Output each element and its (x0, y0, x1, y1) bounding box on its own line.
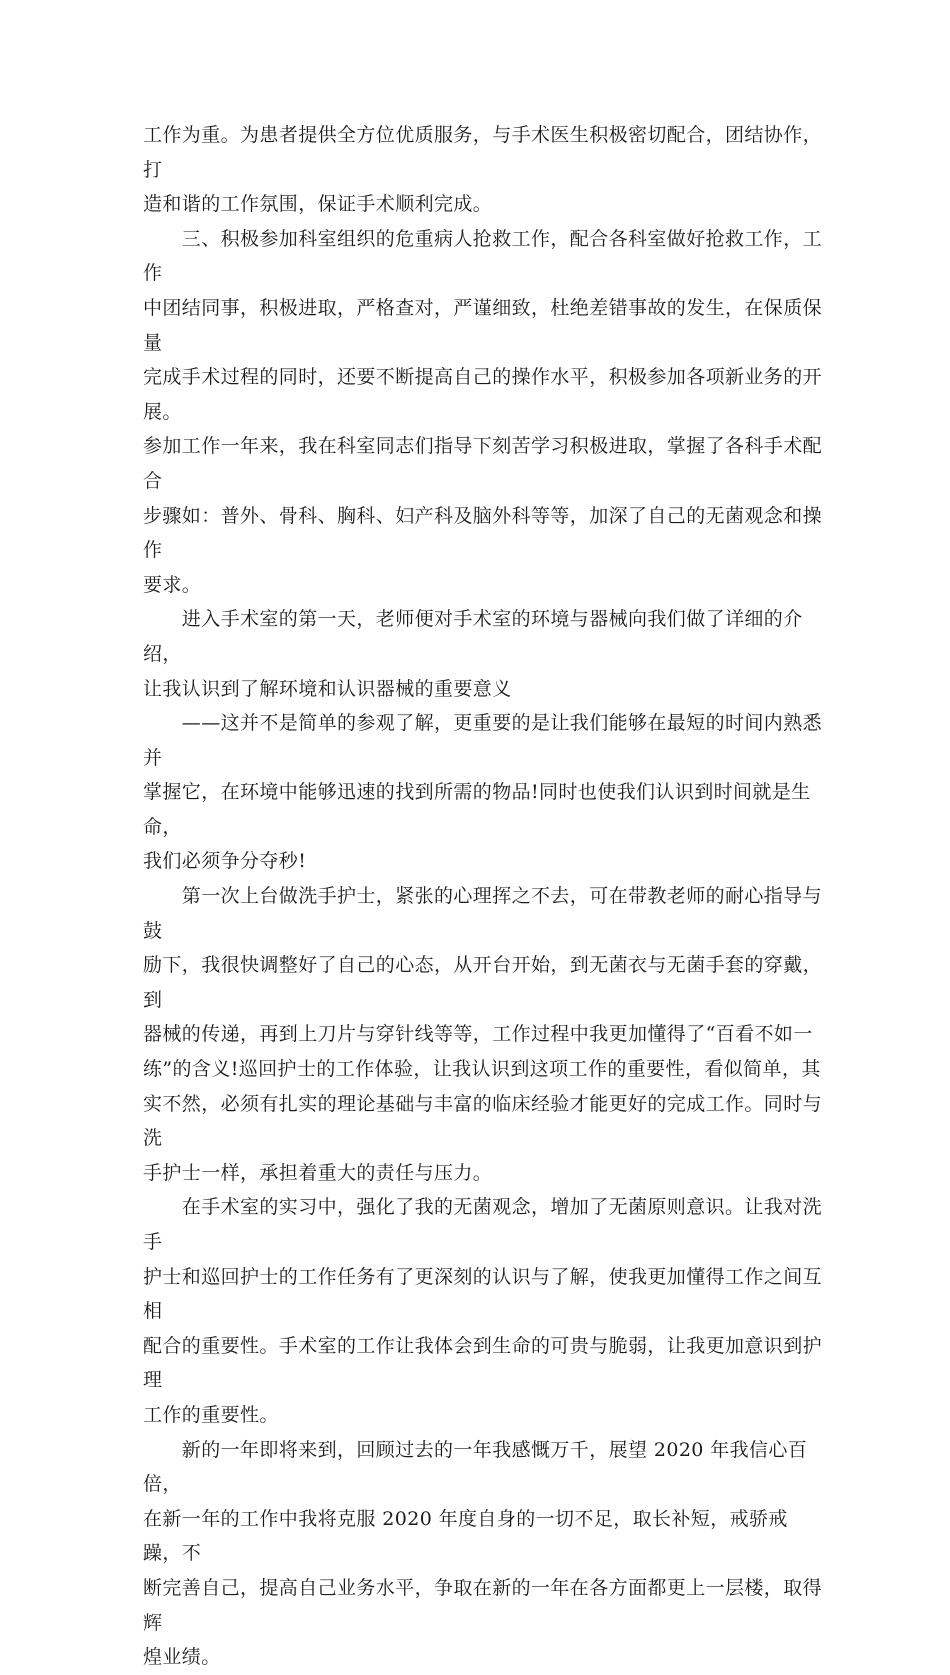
paragraph-new-year: 新的一年即将来到，回顾过去的一年我感慨万千，展望 2020 年我信心百倍， 在新一年的工作中我将克服 2020 年度自身的一切不足，取长补短，戒骄戒躁，不 断完善自己，提高自己业务水平，争取在新的一年在各方面都更上一层楼，取得辉 煌业绩。 (143, 1438, 823, 1669)
paragraph-rescue-work: 三、积极参加科室组织的危重病人抢救工作，配合各科室做好抢救工作，工作 中团结同事，积极进取，严格查对，严谨细致，杜绝差错事故的发生，在保质保量 完成手术过程的同时，还要不断提高自己的操作水平，积极参加各项新业务的开展。 参加工作一年来，我在科室同志们指导下刻苦学习积极进取，掌握了各科手术配合 步骤如：普外、骨科、胸科、妇产科及脑外科等等，加深了自己的无菌观念和操作 要求。 (143, 227, 823, 596)
paragraph-not-simple-visit: ——这并不是简单的参观了解，更重要的是让我们能够在最短的时间内熟悉并 掌握它，在环境中能够迅速的找到所需的物品!同时也使我们认识到时间就是生命， 我们必须争分夺秒! (143, 712, 823, 873)
paragraph-continuation: 工作为重。为患者提供全方位优质服务，与手术医生积极密切配合，团结协作，打 造和谐的工作氛围，保证手术顺利完成。 (143, 124, 823, 216)
document-body (143, 118, 823, 1675)
paragraph-first-scrub-nurse: 第一次上台做洗手护士，紧张的心理挥之不去，可在带教老师的耐心指导与鼓 励下，我很快调整好了自己的心态，从开台开始，到无菌衣与无菌手套的穿戴，到 器械的传递，再到上刀片与穿针线等等，工作过程中我更加懂得了“百看不如一 练”的含义!巡回护士的工作体验，让我认识到这项工作的重要性，看似简单，其 实不然，必须有扎实的理论基础与丰富的临床经验才能更好的完成工作。同时与洗 手护士一样，承担着重大的责任与压力。 (143, 885, 823, 1184)
paragraph-internship: 在手术室的实习中，强化了我的无菌观念，增加了无菌原则意识。让我对洗手 护士和巡回护士的工作任务有了更深刻的认识与了解，使我更加懂得工作之间互相 配合的重要性。手术室的工作让我体会到生命的可贵与脆弱，让我更加意识到护理 工作的重要性。 (143, 1196, 823, 1426)
paragraph-first-day: 进入手术室的第一天，老师便对手术室的环境与器械向我们做了详细的介绍， 让我认识到了解环境和认识器械的重要意义 (143, 608, 803, 700)
